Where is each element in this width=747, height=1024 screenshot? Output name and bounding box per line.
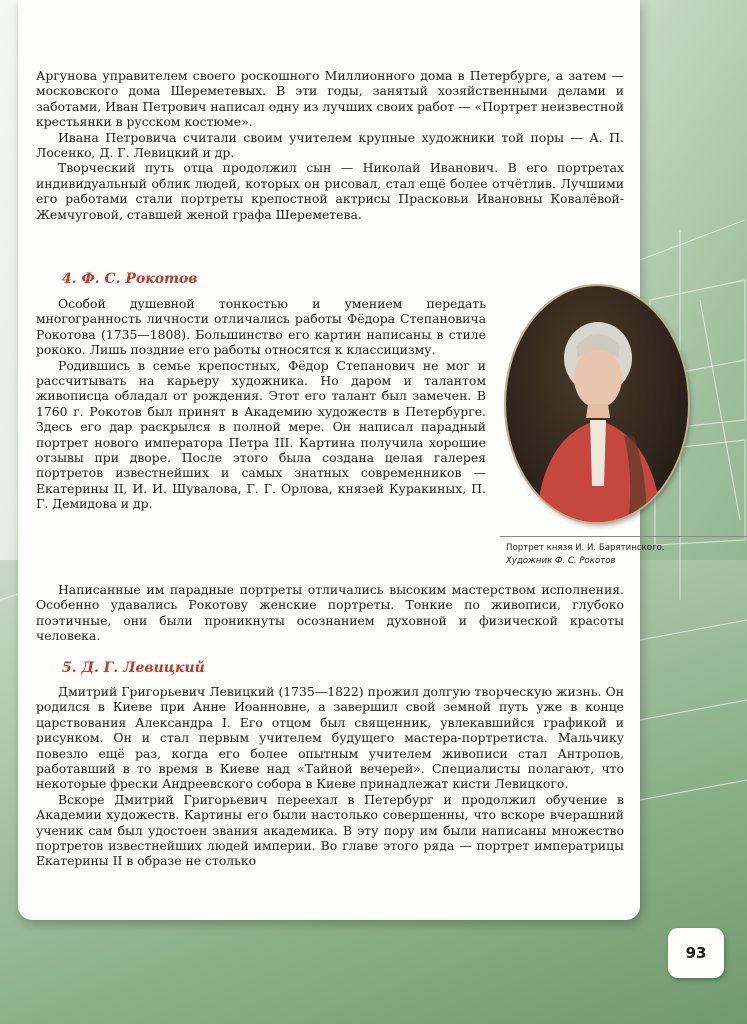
paragraph: Написанные им парадные портреты отличались высоким мастерством исполнения. Особенно удавались Рокотову женские портреты. Тонкие по живописи, глубоко поэтичные, они были проникнуты осознанием духовной и физической красоты человека. xyxy=(36,582,624,644)
caption-divider xyxy=(500,536,747,537)
portrait-drawing xyxy=(506,286,688,522)
paragraph: Вскоре Дмитрий Григорьевич переехал в Петербург и продолжил обучение в Академии художеств. Картины его были настолько совершенны, что вскоре вчерашний ученик сам был удостоен звания академика. В эту пору им были написаны множество портретов известнейших людей империи. Во главе этого ряда — портрет императрицы Екатерины II в образе не столько xyxy=(36,791,624,869)
text-block-rokotov xyxy=(36,296,486,512)
paragraph: Дмитрий Григорьевич Левицкий (1735—1822) прожил долгую творческую жизнь. Он родился в Киеве при Анне Иоанновне, а завершил свой земной путь уже в конце царствования Александра I. Его отцом был священник, увлекавшийся графикой и рисунком. Он и стал первым учителем будущего мастера-портретиста. Мальчику повезло ещё раз, когда его более опытным учителем живописи стал Антропов, работавший в то время в Киеве над «Тайной вечерей». Специалисты полагают, что некоторые фрески Андреевского собора в Киеве принадлежат кисти Левицкого. xyxy=(36,684,624,792)
text-block-levitsky xyxy=(36,684,624,869)
paragraph: Родившись в семье крепостных, Фёдор Степанович не мог и рассчитывать на карьеру художника. Но даром и талантом живописца обладал от рождения. Этот его талант был замечен. В 1760 г. Рокотов был принят в Академию художеств в Петербурге. Здесь его дар раскрылся в полной мере. Он написал парадный портрет нового императора Петра III. Картина получила хорошие отзывы при дворе. После этого была создана целая галерея портретов известнейших и самых знатных современников — Екатерины II, И. И. Шувалова, Г. Г. Орлова, князей Куракиных, П. Г. Демидова и др. xyxy=(36,357,486,512)
text-block-rokotov-end xyxy=(36,582,624,644)
paragraph: Аргунова управителем своего роскошного Миллионного дома в Петербурге, а затем — московского дома Шереметевых. В эти годы, занятый хозяйственными делами и заботами, Иван Петрович написал одну из лучших своих работ — «Портрет неизвестной крестьянки в русском костюме». xyxy=(36,68,624,130)
paragraph: Особой душевной тонкостью и умением передать многогранность личности отличались работы Фёдора Степановича Рокотова (1735—1808). Большинство его картин написаны в стиле рококо. Лишь поздние его работы относятся к классицизму. xyxy=(36,296,486,358)
section-heading-levitsky: 5. Д. Г. Левицкий xyxy=(62,660,205,676)
caption-line: Художник Ф. С. Рокотов xyxy=(506,556,616,566)
caption-line: Портрет князя И. И. Барятинского. xyxy=(506,543,665,553)
section-heading-rokotov: 4. Ф. С. Рокотов xyxy=(62,271,198,287)
text-block-top xyxy=(36,68,624,222)
paragraph: Ивана Петровича считали своим учителем крупные художники той поры — А. П. Лосенко, Д. Г. Левицкий и др. xyxy=(36,129,624,161)
figure-caption xyxy=(506,542,726,568)
paragraph: Творческий путь отца продолжил сын — Николай Иванович. В его портретах индивидуальный облик людей, которых он рисовал, стал ещё более отчётлив. Лучшими его работами стали портреты крепостной актрисы Прасковьи Ивановны Ковалёвой-Жемчуговой, ставшей женой графа Шереметева. xyxy=(36,160,624,222)
portrait-image xyxy=(506,286,688,522)
page-number: 93 xyxy=(668,928,724,978)
